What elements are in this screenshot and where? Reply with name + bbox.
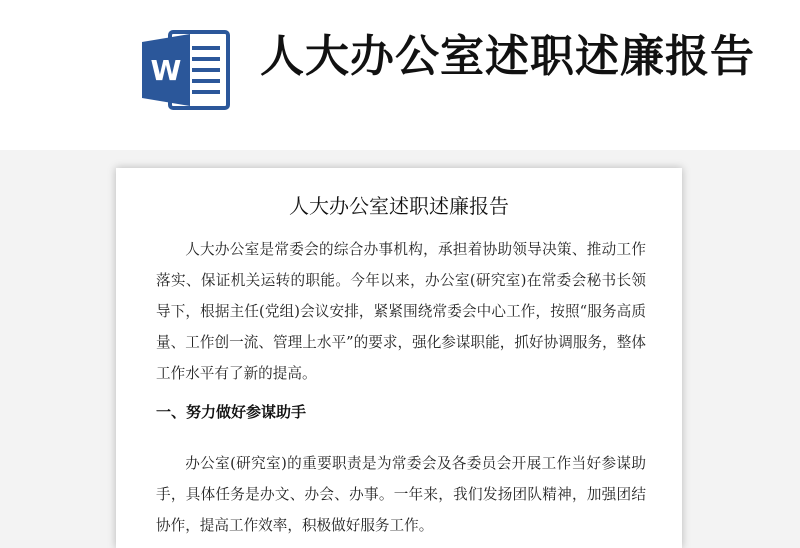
document-title: 人大办公室述职述廉报告	[289, 194, 509, 218]
document-paragraph: 办公室(研究室)的重要职责是为常委会及各委员会开展工作当好参谋助手，具体任务是办文、办会、办事。一年来，我们发扬团队精神，加强团结协作，提高工作效率，积极做好服务工作。	[156, 455, 646, 534]
page-title: 人大办公室述职述廉报告	[260, 31, 755, 82]
document-paragraph: 人大办公室是常委会的综合办事机构，承担着协助领导决策、推动工作落实、保证机关运转的职能。今年以来，办公室(研究室)在常委会秘书长领导下，根据主任(党组)会议安排，紧紧围绕常委会中心工作，按照“服务高质量、工作创一流、管理上水平”的要求，强化参谋职能，抓好协调服务，整体工作水平有了新的提高。	[156, 241, 646, 382]
word-icon-letter: W	[150, 54, 182, 87]
section-heading: 一、努力做好参谋助手	[156, 403, 307, 421]
word-document-icon	[140, 28, 232, 112]
header-banner	[0, 0, 800, 150]
document-page	[116, 168, 682, 548]
